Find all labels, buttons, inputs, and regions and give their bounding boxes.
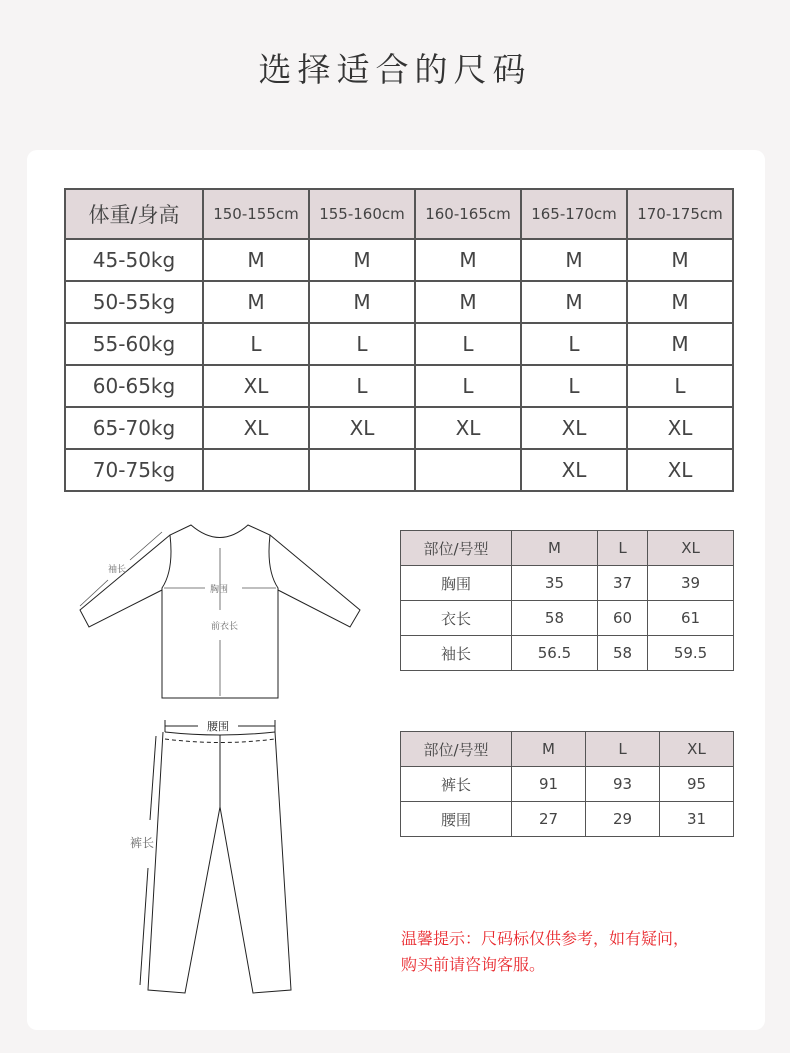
part-cell: 袖长 [401,636,512,671]
value-cell: 95 [660,767,734,802]
size-cell: M [627,281,733,323]
size-chart-table [64,188,734,492]
value-cell: 39 [648,566,734,601]
height-header: 155-160cm [309,189,415,239]
value-cell: 37 [597,566,647,601]
size-cell: M [203,239,309,281]
part-cell: 衣长 [401,601,512,636]
size-cell: L [521,365,627,407]
part-cell: 腰围 [401,802,512,837]
size-tip [401,926,741,978]
header-cell: 部位/号型 [401,531,512,566]
waist-label: 腰围 [207,720,229,733]
value-cell: 93 [586,767,660,802]
garment-diagram [60,510,380,1000]
size-cell: M [415,239,521,281]
value-cell: 59.5 [648,636,734,671]
weight-cell: 70-75kg [65,449,203,491]
size-cell: XL [203,407,309,449]
table-row [401,767,734,802]
value-cell: 60 [597,601,647,636]
weight-cell: 50-55kg [65,281,203,323]
front-length-label: 前衣长 [211,622,239,632]
weight-cell: 60-65kg [65,365,203,407]
header-cell: M [512,531,598,566]
size-cell: XL [627,449,733,491]
table-row [65,365,733,407]
table-header-row [401,531,734,566]
height-header: 160-165cm [415,189,521,239]
size-cell: XL [309,407,415,449]
size-cell: XL [521,449,627,491]
size-cell: M [521,281,627,323]
chest-label: 胸围 [210,585,229,595]
table-row [65,239,733,281]
value-cell: 56.5 [512,636,598,671]
value-cell: 29 [586,802,660,837]
header-cell: 部位/号型 [401,732,512,767]
height-header: 170-175cm [627,189,733,239]
weight-cell: 65-70kg [65,407,203,449]
size-cell: M [521,239,627,281]
value-cell: 58 [597,636,647,671]
size-cell: L [309,365,415,407]
size-cell: L [521,323,627,365]
table-header-row [65,189,733,239]
size-cell: L [627,365,733,407]
table-row [401,566,734,601]
size-cell: M [309,281,415,323]
header-cell: L [597,531,647,566]
size-cell: M [203,281,309,323]
size-cell: XL [203,365,309,407]
value-cell: 27 [512,802,586,837]
size-cell: L [415,365,521,407]
tip-line: 购买前请咨询客服。 [401,955,546,974]
weight-cell: 45-50kg [65,239,203,281]
tip-line: 温馨提示：尺码标仅供参考，如有疑问， [401,929,690,948]
header-cell: L [586,732,660,767]
size-cell: L [203,323,309,365]
part-cell: 胸围 [401,566,512,601]
value-cell: 35 [512,566,598,601]
table-header-row [401,732,734,767]
value-cell: 58 [512,601,598,636]
pants-outline [140,720,291,993]
table-row [401,802,734,837]
sleeve-label: 袖长 [108,565,127,575]
part-cell: 裤长 [401,767,512,802]
page-title: 选择适合的尺码 [258,50,532,89]
height-header: 165-170cm [521,189,627,239]
size-cell: M [415,281,521,323]
weight-cell: 55-60kg [65,323,203,365]
size-cell: XL [521,407,627,449]
table-row [65,407,733,449]
value-cell: 91 [512,767,586,802]
table-row [65,449,733,491]
header-cell: XL [648,531,734,566]
header-cell: XL [660,732,734,767]
size-cell: XL [627,407,733,449]
table-row [401,636,734,671]
size-cell: M [627,323,733,365]
size-cell: M [627,239,733,281]
value-cell: 31 [660,802,734,837]
shirt-size-table [400,530,734,671]
height-header: 150-155cm [203,189,309,239]
header-cell: M [512,732,586,767]
size-cell [203,449,309,491]
size-cell: XL [415,407,521,449]
pants-size-table [400,731,734,837]
table-row [65,323,733,365]
pants-length-label: 裤长 [130,836,155,850]
size-cell: L [309,323,415,365]
value-cell: 61 [648,601,734,636]
shirt-measure-lines [80,532,276,696]
size-cell: M [309,239,415,281]
corner-header: 体重/身高 [65,189,203,239]
table-row [65,281,733,323]
size-cell [415,449,521,491]
table-row [401,601,734,636]
size-cell: L [415,323,521,365]
size-cell [309,449,415,491]
